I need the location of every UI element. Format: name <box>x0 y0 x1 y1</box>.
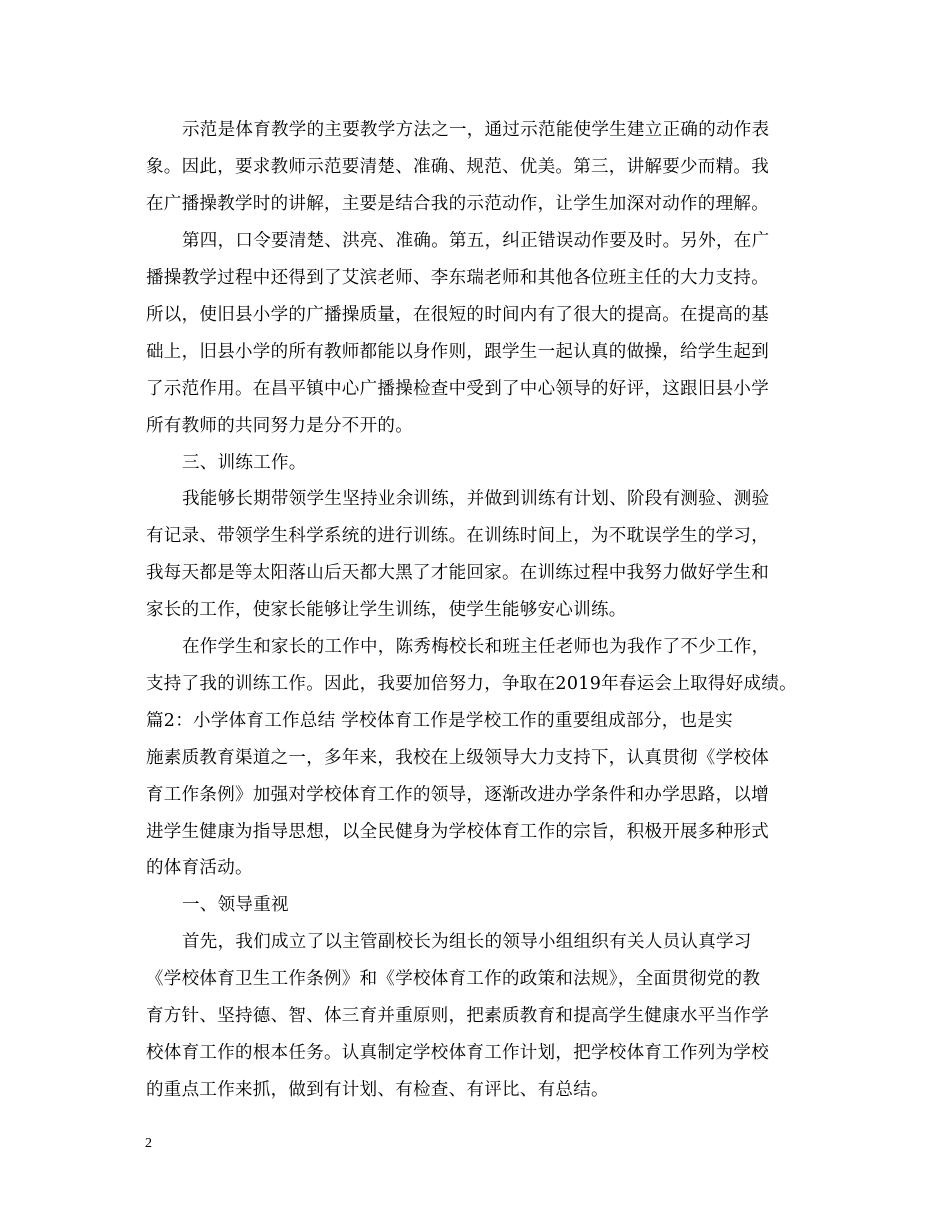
text-line: 施素质教育渠道之一，多年来，我校在上级领导大力支持下，认真贯彻《学校体 <box>146 748 769 768</box>
page-number: 2 <box>145 1136 152 1151</box>
text-line: 有记录、带领学生科学系统的进行训练。在训练时间上，为不耽误学生的学习， <box>146 526 769 546</box>
text-line: 在广播操教学时的讲解，主要是结合我的示范动作，让学生加深对动作的理解。 <box>146 194 769 214</box>
text-line: 第四，口令要清楚、洪亮、准确。第五，纠正错误动作要及时。另外，在广 <box>182 231 770 251</box>
text-line: 在作学生和家长的工作中，陈秀梅校长和班主任老师也为我作了不少工作， <box>182 637 770 657</box>
text-line: 我能够长期带领学生坚持业余训练，并做到训练有计划、阶段有测验、测验 <box>182 489 770 509</box>
text-line: 础上，旧县小学的所有教师都能以身作则，跟学生一起认真的做操，给学生起到 <box>146 342 769 362</box>
text-line: 示范是体育教学的主要教学方法之一，通过示范能使学生建立正确的动作表 <box>182 120 770 140</box>
text-line: 进学生健康为指导思想，以全民健身为学校体育工作的宗旨，积极开展多种形式 <box>146 822 769 842</box>
text-line: 的重点工作来抓，做到有计划、有检查、有评比、有总结。 <box>146 1080 609 1100</box>
text-line: 的体育活动。 <box>146 858 253 878</box>
text-line: 育方针、坚持德、智、体三育并重原则，把素质教育和提高学生健康水平当作学 <box>146 1006 769 1026</box>
section-heading: 三、训练工作。 <box>182 453 307 473</box>
section-heading: 一、领导重视 <box>182 895 289 915</box>
text-line: 象。因此，要求教师示范要清楚、准确、规范、优美。第三，讲解要少而精。我 <box>146 157 769 177</box>
text-line: 育工作条例》加强对学校体育工作的领导，逐渐改进办学条件和办学思路，以增 <box>146 785 769 805</box>
text-line: 所以，使旧县小学的广播操质量，在很短的时间内有了很大的提高。在提高的基 <box>146 305 769 325</box>
text-line: 播操教学过程中还得到了艾滨老师、李东瑞老师和其他各位班主任的大力支持。 <box>146 268 769 288</box>
text-line: 支持了我的训练工作。因此，我要加倍努力，争取在2019年春运会上取得好成绩。 <box>146 674 797 694</box>
text-line: 我每天都是等太阳落山后天都大黑了才能回家。在训练过程中我努力做好学生和 <box>146 563 769 583</box>
text-line: 所有教师的共同努力是分不开的。 <box>146 416 413 436</box>
text-line: 首先，我们成立了以主管副校长为组长的领导小组组织有关人员认真学习 <box>182 932 752 952</box>
text-line: 校体育工作的根本任务。认真制定学校体育工作计划，把学校体育工作列为学校 <box>146 1043 769 1063</box>
text-line: 家长的工作，使家长能够让学生训练，使学生能够安心训练。 <box>146 600 627 620</box>
text-line: 《学校体育卫生工作条例》和《学校体育工作的政策和法规》，全面贯彻党的教 <box>146 969 761 989</box>
text-line: 篇2：小学体育工作总结 学校体育工作是学校工作的重要组成部分，也是实 <box>146 711 733 731</box>
text-line: 了示范作用。在昌平镇中心广播操检查中受到了中心领导的好评，这跟旧县小学 <box>146 379 769 399</box>
